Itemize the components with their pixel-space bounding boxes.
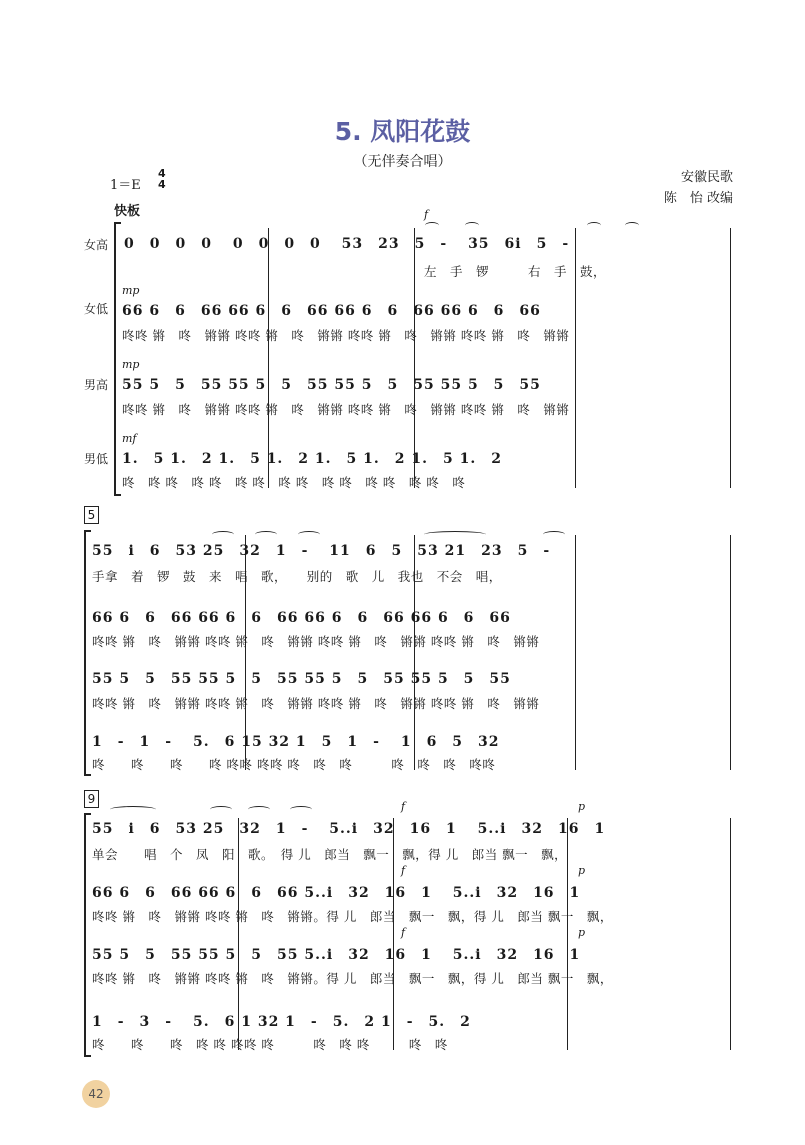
slur <box>543 531 565 538</box>
voice-label-tenor: 男高 <box>84 378 109 392</box>
arranger-credit: 陈 怡 改编 <box>663 191 733 206</box>
alto-notes: 66 6 6 66 66 6 6 66 5..i 32 16 1 5..i 32 16 1 <box>92 885 581 901</box>
bass-lyrics: 咚 咚 咚 咚 咚咚 咚咚 咚 咚 咚 咚 咚 咚 咚咚 <box>92 757 496 772</box>
time-bottom: 4 <box>158 178 166 191</box>
dynamic-mark: p <box>578 864 586 877</box>
slur <box>212 531 234 538</box>
slur <box>255 531 277 538</box>
barline <box>575 535 576 770</box>
measure-number: 5 <box>84 506 99 524</box>
voice-label-bass: 男低 <box>84 452 109 466</box>
tempo-marking: 快板 <box>114 204 141 219</box>
page-number: 42 <box>82 1080 110 1108</box>
voice-label-soprano: 女高 <box>84 238 109 252</box>
slur <box>587 222 601 229</box>
dynamic-mark: p <box>578 926 586 939</box>
soprano-notes: 0 0 0 0 0 0 0 0 53 23 5 - 35 6i 5 - <box>124 236 570 252</box>
barline <box>730 535 731 770</box>
soprano-notes: 55 i 6 53 25 32 1 - 5..i 32 16 1 5..i 32 16 1 <box>92 821 606 837</box>
measure-number: 9 <box>84 790 99 808</box>
alto-lyrics: 咚咚 锵 咚 锵锵 咚咚 锵 咚 锵锵。得 儿 郎当 飘一 飘，得 儿 郎当 飘一 飘， <box>92 909 613 924</box>
soprano-notes: 55 i 6 53 25 32 1 - 11 6 5 53 21 23 5 - <box>92 543 551 559</box>
alto-lyrics: 咚咚 锵 咚 锵锵 咚咚 锵 咚 锵锵 咚咚 锵 咚 锵锵 咚咚 锵 咚 锵锵 <box>122 328 570 343</box>
tenor-notes: 55 5 5 55 55 5 5 55 55 5 5 55 55 5 5 55 <box>122 377 541 393</box>
dynamic-mark: f <box>401 864 406 877</box>
dynamic-mark: mp <box>122 284 140 297</box>
barline <box>730 228 731 488</box>
time-top: 4 <box>158 167 166 180</box>
slur <box>110 806 156 813</box>
tenor-notes: 55 5 5 55 55 5 5 55 5..i 32 16 1 5..i 32 16 1 <box>92 947 581 963</box>
barline <box>730 818 731 1050</box>
alto-notes: 66 6 6 66 66 6 6 66 66 6 6 66 66 6 6 66 <box>122 303 541 319</box>
dynamic-mark: p <box>578 800 586 813</box>
slur <box>210 806 232 813</box>
bass-notes: 1 - 3 - 5. 6 1 32 1 - 5. 2 1 - 5. 2 <box>92 1014 471 1030</box>
dynamic-mark: f <box>401 926 406 939</box>
dynamic-mark: f <box>424 208 429 221</box>
voice-label-alto: 女低 <box>84 302 109 316</box>
slur <box>425 222 439 229</box>
song-title: 5. 凤阳花鼓 <box>334 117 471 146</box>
bass-lyrics: 咚 咚 咚 咚 咚 咚 咚 咚 咚 咚 咚 咚 咚 咚 咚 咚 <box>122 475 466 490</box>
soprano-lyrics: 左 手 锣 右 手 鼓， <box>424 264 607 279</box>
bass-notes: 1. 5 1. 2 1. 5 1. 2 1. 5 1. 2 1. 5 1. 2 <box>122 451 502 467</box>
subtitle: （无伴奏合唱） <box>353 154 452 170</box>
dynamic-mark: mf <box>122 432 137 445</box>
key-signature: 1＝E <box>110 178 141 193</box>
tenor-lyrics: 咚咚 锵 咚 锵锵 咚咚 锵 咚 锵锵 咚咚 锵 咚 锵锵 咚咚 锵 咚 锵锵 <box>92 696 540 711</box>
dynamic-mark: mp <box>122 358 140 371</box>
slur <box>298 531 320 538</box>
system-brace <box>84 813 91 1057</box>
soprano-lyrics: 手拿 着 锣 鼓 来 唱 歌， 别的 歌 儿 我也 不会 唱， <box>92 569 502 584</box>
alto-notes: 66 6 6 66 66 6 6 66 66 6 6 66 66 6 6 66 <box>92 610 511 626</box>
dynamic-mark: f <box>401 800 406 813</box>
tenor-notes: 55 5 5 55 55 5 5 55 55 5 5 55 55 5 5 55 <box>92 671 511 687</box>
slur <box>424 531 486 538</box>
slur <box>625 222 639 229</box>
bass-lyrics: 咚 咚 咚 咚 咚 咚咚 咚 咚 咚 咚 咚 咚 <box>92 1037 448 1052</box>
slur <box>248 806 270 813</box>
soprano-lyrics: 单会 唱 个 凤 阳 歌。 得 儿 郎当 飘一 飘，得 儿 郎当 飘一 飘， <box>92 847 568 862</box>
tenor-lyrics: 咚咚 锵 咚 锵锵 咚咚 锵 咚 锵锵 咚咚 锵 咚 锵锵 咚咚 锵 咚 锵锵 <box>122 402 570 417</box>
slur <box>465 222 479 229</box>
bass-notes: 1 - 1 - 5. 6 15 32 1 5 1 - 1 6 5 32 <box>92 734 500 750</box>
time-signature <box>158 168 166 190</box>
slur <box>290 806 312 813</box>
origin-credit: 安徽民歌 <box>680 170 733 185</box>
system-brace <box>114 222 121 496</box>
tenor-lyrics: 咚咚 锵 咚 锵锵 咚咚 锵 咚 锵锵。得 儿 郎当 飘一 飘，得 儿 郎当 飘一 飘， <box>92 971 613 986</box>
alto-lyrics: 咚咚 锵 咚 锵锵 咚咚 锵 咚 锵锵 咚咚 锵 咚 锵锵 咚咚 锵 咚 锵锵 <box>92 634 540 649</box>
system-brace <box>84 530 91 776</box>
